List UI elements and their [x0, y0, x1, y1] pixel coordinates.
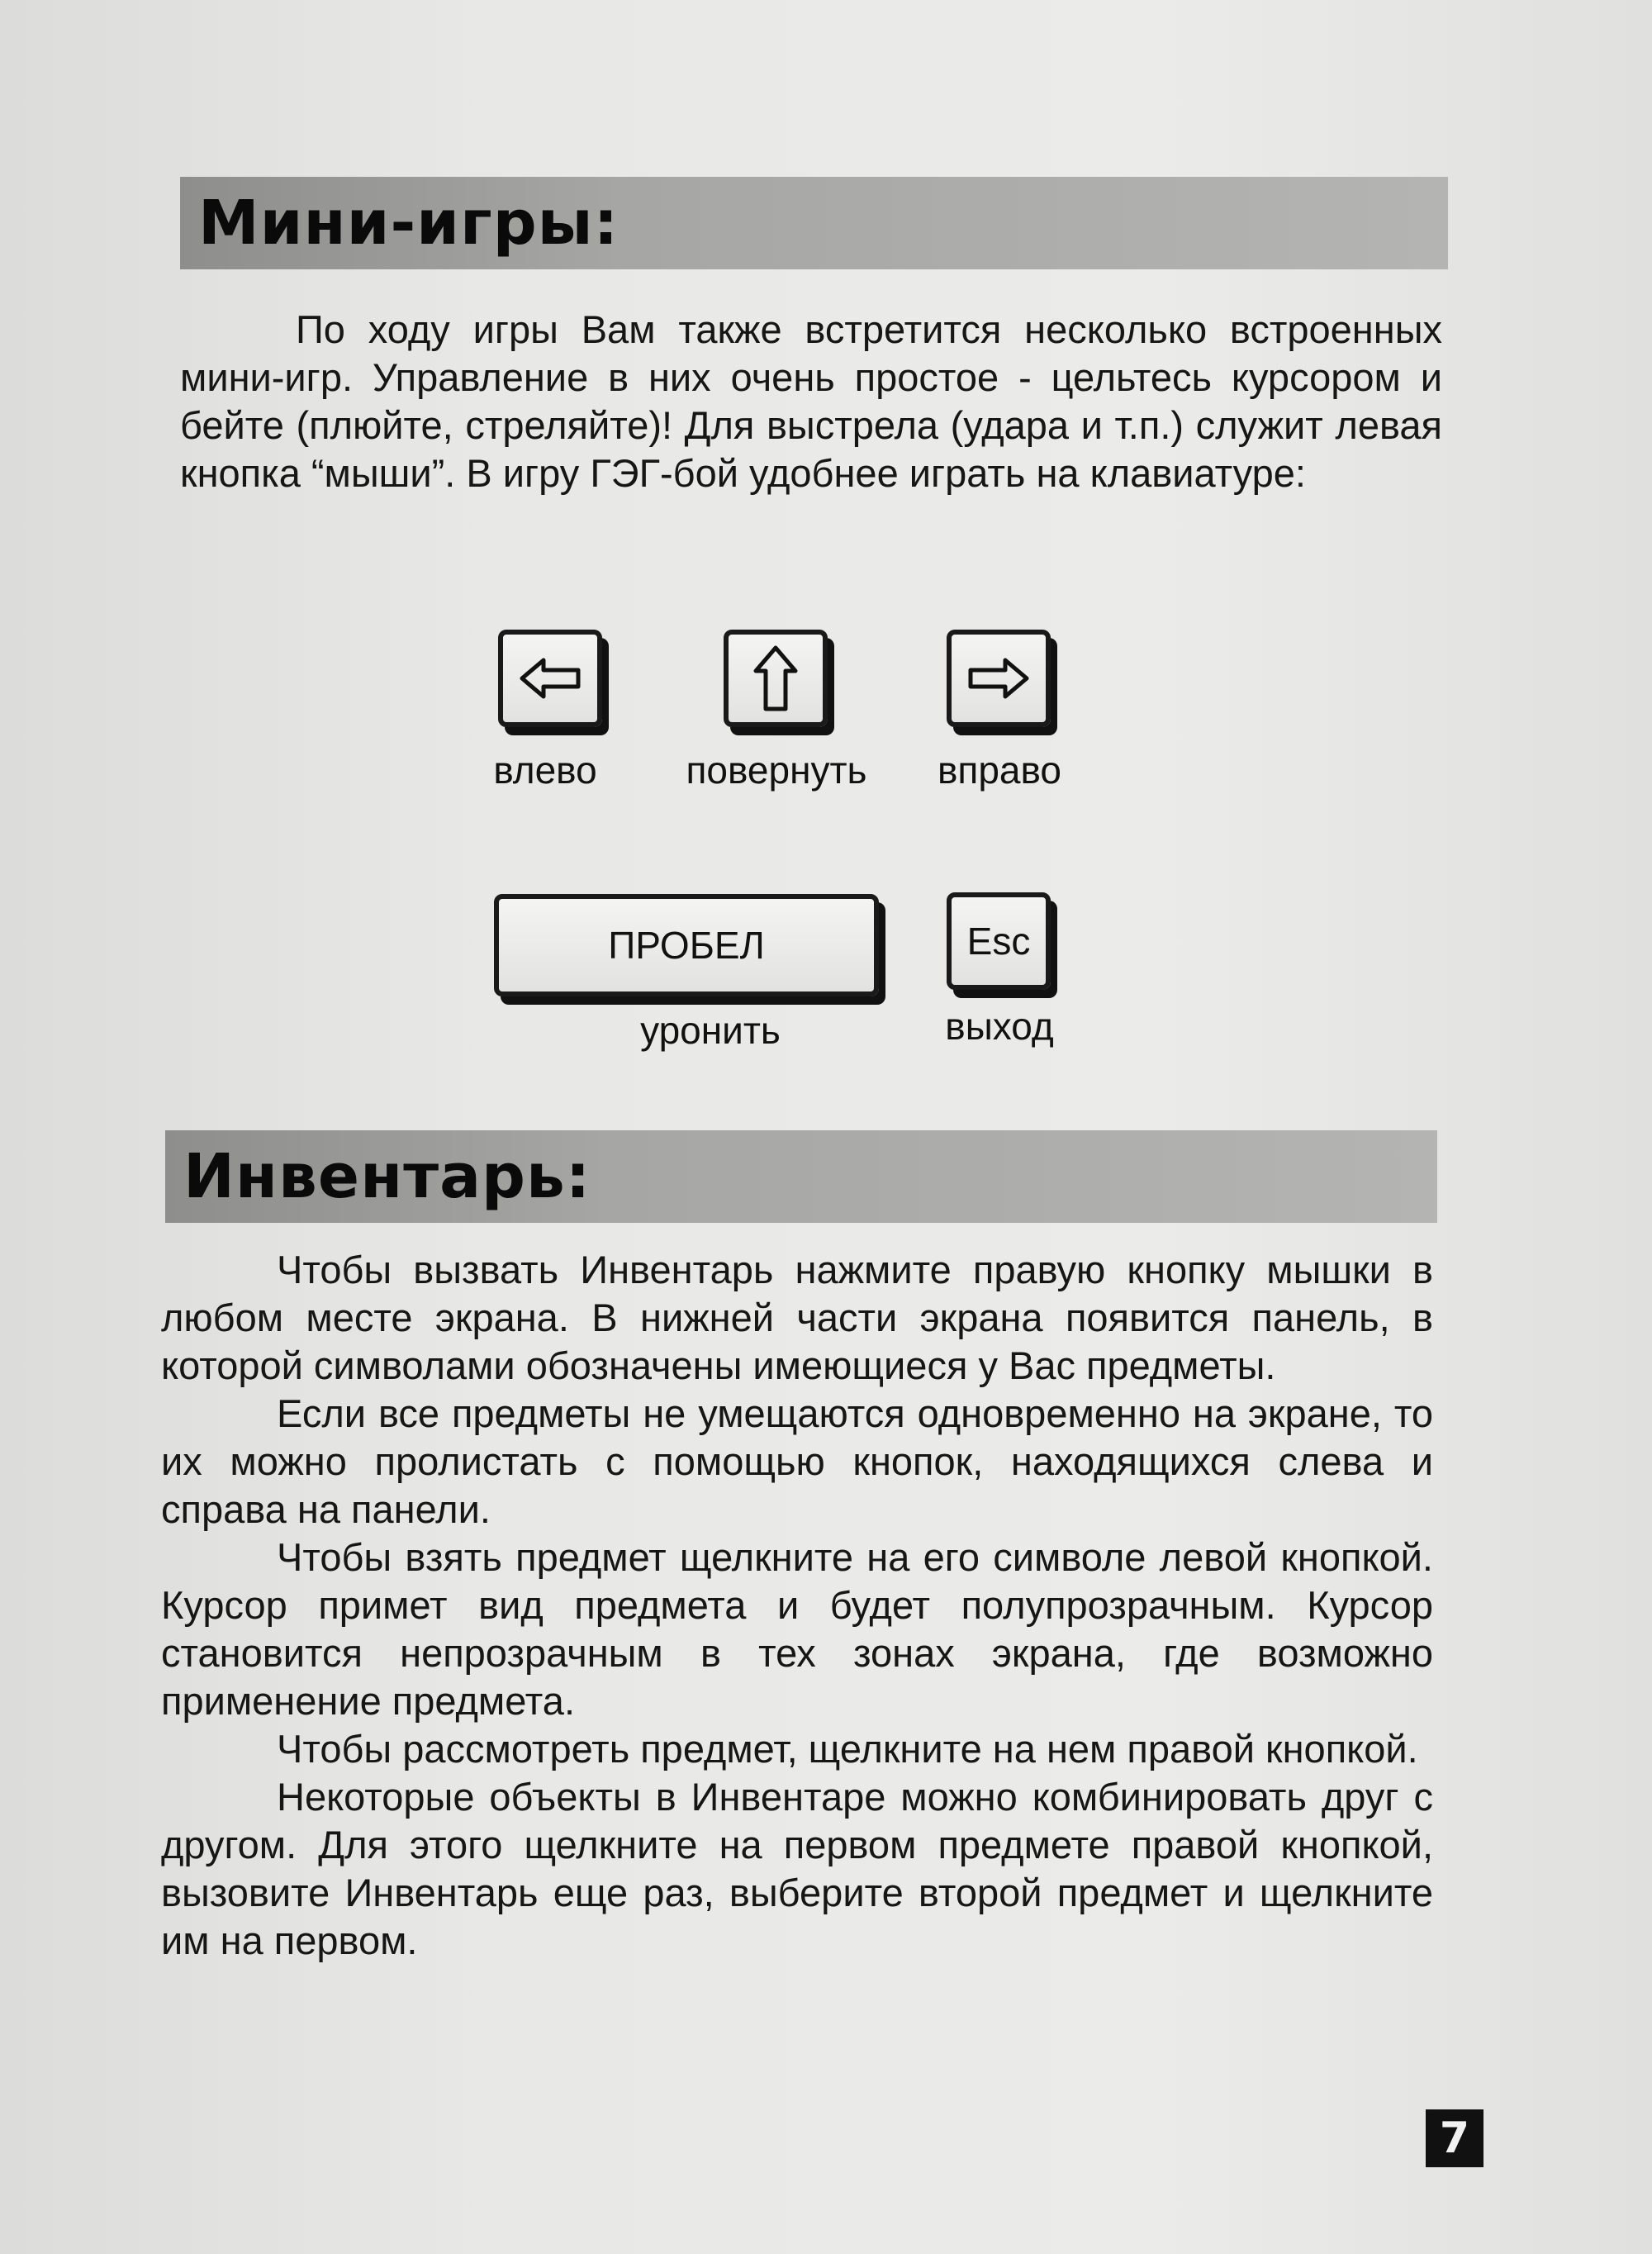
section-header-inventory: [165, 1130, 1437, 1223]
arrow-up-icon: [752, 644, 799, 712]
key-esc-label: Esc: [966, 920, 1031, 963]
key-esc: [947, 892, 1051, 990]
key-esc-caption: выход: [945, 1005, 1054, 1048]
inventory-text: [161, 1246, 1433, 1965]
key-up: [724, 630, 828, 727]
paragraph: По ходу игры Вам также встретится несколько встроенных мини-игр. Управление в них очень простое - цельтесь курсором и бейте (плюйте, стреляйте)! Для выстрела (удара и т.п.) служит левая кнопка “мыши”. В игру ГЭГ-бой удобнее играть на клавиатуре:: [180, 307, 1442, 495]
paragraph: Если все предметы не умещаются одновременно на экране, то их можно пролистать с помощью кнопок, находящихся слева и справа на панели.: [161, 1391, 1433, 1531]
key-space: [494, 894, 879, 996]
key-right-caption: вправо: [937, 749, 1062, 792]
section-title-inventory: Инвентарь:: [183, 1141, 591, 1212]
key-space-caption: уронить: [640, 1009, 781, 1052]
paragraph: Чтобы вызвать Инвентарь нажмите правую кнопку мышки в любом месте экрана. В нижней части экрана появится панель, в которой символами обозначены имеющиеся у Вас предметы.: [161, 1248, 1433, 1387]
page-number: 7: [1426, 2109, 1483, 2167]
arrow-left-icon: [519, 657, 582, 700]
section-header-mini-games: [180, 177, 1448, 269]
key-space-label: ПРОБЕЛ: [608, 924, 765, 967]
paragraph: Некоторые объекты в Инвентаре можно комбинировать друг с другом. Для этого щелкните на первом предмете правой кнопкой, вызовите Инвентарь еще раз, выберите второй предмет и щелкните им на первом.: [161, 1775, 1433, 1962]
key-left: [498, 630, 602, 727]
paragraph: Чтобы рассмотреть предмет, щелкните на нем правой кнопкой.: [277, 1727, 1418, 1771]
mini-games-text: [180, 306, 1442, 497]
key-up-caption: повернуть: [686, 749, 867, 792]
section-title-mini-games: Мини-игры:: [198, 188, 620, 259]
key-right: [947, 630, 1051, 727]
arrow-right-icon: [967, 657, 1030, 700]
key-left-caption: влево: [493, 749, 597, 792]
paragraph: Чтобы взять предмет щелкните на его символе левой кнопкой. Курсор примет вид предмета и будет полупрозрачным. Курсор становится непрозрачным в тех зонах экрана, где возможно применение предмета.: [161, 1535, 1433, 1723]
